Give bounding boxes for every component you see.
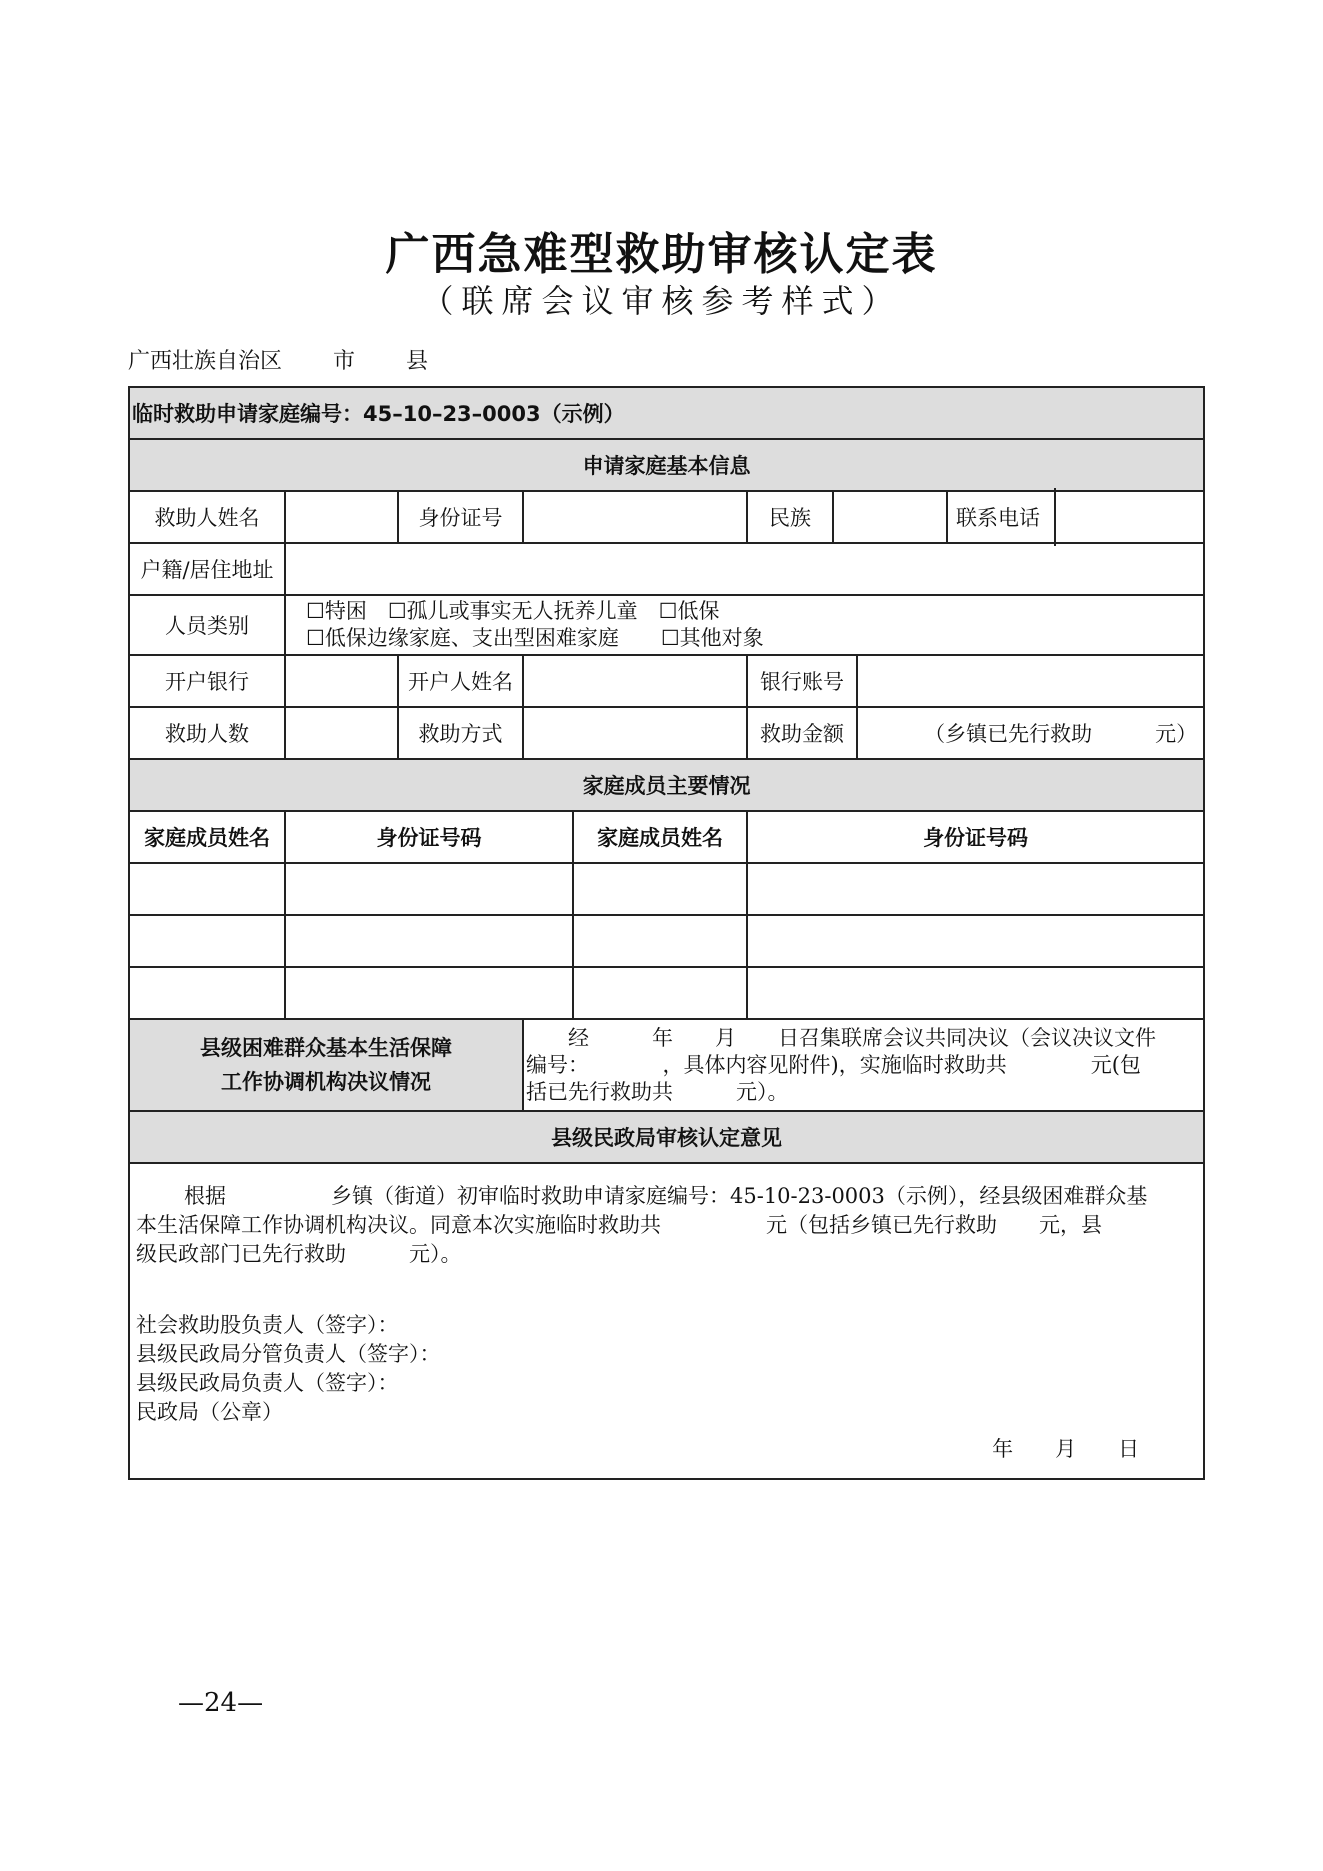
category-options-line1[interactable]: ☐特困 ☐孤儿或事实无人抚养儿童 ☐低保: [306, 599, 720, 623]
section-basic-header: [129, 439, 1204, 491]
label-account-no: 银行账号: [747, 655, 857, 707]
member-header-name-1: 家庭成员姓名: [129, 811, 285, 863]
signature-line-2[interactable]: 县级民政局分管负责人（签字）：: [136, 1342, 441, 1366]
member-cell[interactable]: [573, 915, 747, 967]
member-cell[interactable]: [129, 967, 285, 1019]
opinion-para-line2: 本生活保障工作协调机构决议。同意本次实施临时救助共 元（包括乡镇已先行救助 元，县: [136, 1213, 1102, 1237]
section-members-header: [129, 759, 1204, 811]
case-id-text: 临时救助申请家庭编号：45–10–23–0003（示例）: [129, 387, 1204, 439]
field-count[interactable]: [285, 707, 398, 759]
opinion-body[interactable]: [129, 1163, 1204, 1479]
date-line[interactable]: 年 月 日: [992, 1437, 1140, 1461]
region-city: 市: [333, 349, 356, 374]
section-basic-title: 申请家庭基本信息: [129, 439, 1204, 491]
label-count: 救助人数: [129, 707, 285, 759]
label-amount: 救助金额: [747, 707, 857, 759]
category-options[interactable]: [285, 595, 1204, 655]
section-opinion-title: 县级民政局审核认定意见: [129, 1111, 1204, 1163]
label-name: 救助人姓名: [129, 491, 285, 543]
label-id-no: 身份证号: [398, 491, 523, 543]
form-subtitle: （联席会议审核参考样式）: [421, 282, 902, 320]
region-province: 广西壮族自治区: [128, 349, 283, 374]
signature-line-1[interactable]: 社会救助股负责人（签字）：: [136, 1313, 399, 1337]
case-id-row: [129, 387, 1204, 439]
member-header-id-2: 身份证号码: [747, 811, 1204, 863]
region-county: 县: [406, 349, 429, 374]
field-account-no[interactable]: [857, 655, 1204, 707]
field-ethnic[interactable]: [833, 491, 947, 543]
category-row: [129, 595, 1204, 655]
opinion-para-line1: 根据 乡镇（街道）初审临时救助申请家庭编号：45-10-23-0003（示例），经县级困难群众基: [184, 1184, 1148, 1208]
member-cell[interactable]: [129, 915, 285, 967]
bank-row: [129, 655, 1204, 707]
field-id-no[interactable]: [523, 491, 747, 543]
seal-line[interactable]: 民政局（公章）: [136, 1400, 283, 1424]
member-cell[interactable]: [747, 863, 1204, 915]
decision-text[interactable]: [523, 1019, 1204, 1111]
assistance-form-table: [128, 386, 1205, 1480]
label-method: 救助方式: [398, 707, 523, 759]
region-line: [128, 344, 472, 375]
section-members-title: 家庭成员主要情况: [129, 759, 1204, 811]
member-cell[interactable]: [285, 915, 573, 967]
signature-line-3[interactable]: 县级民政局负责人（签字）：: [136, 1371, 399, 1395]
section-opinion-header: [129, 1111, 1204, 1163]
field-address[interactable]: [285, 543, 1204, 595]
decision-text-line1: 经 年 月 日召集联席会议共同决议（会议决议文件: [526, 1025, 1156, 1050]
opinion-row: [129, 1163, 1204, 1479]
member-row: [129, 863, 1204, 915]
decision-text-line3: 括已先行救助共 元）。: [526, 1079, 789, 1104]
category-options-line2[interactable]: ☐低保边缘家庭、支出型困难家庭 ☐其他对象: [306, 626, 764, 650]
member-cell[interactable]: [573, 967, 747, 1019]
phone-cell[interactable]: [947, 491, 1204, 543]
basic-row-1: [129, 491, 1204, 543]
signature-block: [136, 1311, 1197, 1427]
label-ethnic: 民族: [747, 491, 833, 543]
decision-label-line2: 工作协调机构决议情况: [221, 1070, 431, 1094]
member-cell[interactable]: [285, 967, 573, 1019]
member-cell[interactable]: [285, 863, 573, 915]
label-account-name: 开户人姓名: [398, 655, 523, 707]
member-header-name-2: 家庭成员姓名: [573, 811, 747, 863]
amount-note[interactable]: （乡镇已先行救助 元）: [857, 707, 1204, 759]
count-row: [129, 707, 1204, 759]
label-bank: 开户银行: [129, 655, 285, 707]
member-cell[interactable]: [747, 915, 1204, 967]
decision-row: [129, 1019, 1204, 1111]
page-number: —24—: [178, 1688, 264, 1718]
member-header-id-1: 身份证号码: [285, 811, 573, 863]
field-bank[interactable]: [285, 655, 398, 707]
field-method[interactable]: [523, 707, 747, 759]
field-account-name[interactable]: [523, 655, 747, 707]
member-cell[interactable]: [573, 863, 747, 915]
form-title: 广西急难型救助审核认定表: [385, 229, 938, 280]
label-phone: 联系电话: [948, 488, 1056, 546]
member-cell[interactable]: [747, 967, 1204, 1019]
member-header-row: [129, 811, 1204, 863]
member-row: [129, 915, 1204, 967]
field-name[interactable]: [285, 491, 398, 543]
decision-label-line1: 县级困难群众基本生活保障: [200, 1036, 452, 1060]
member-row: [129, 967, 1204, 1019]
label-address: 户籍/居住地址: [129, 543, 285, 595]
label-category: 人员类别: [129, 595, 285, 655]
decision-label: [129, 1019, 523, 1111]
address-row: [129, 543, 1204, 595]
decision-text-line2: 编号： ，具体内容见附件)，实施临时救助共 元(包: [526, 1052, 1141, 1077]
opinion-para-line3: 级民政部门已先行救助 元）。: [136, 1242, 462, 1266]
member-cell[interactable]: [129, 863, 285, 915]
